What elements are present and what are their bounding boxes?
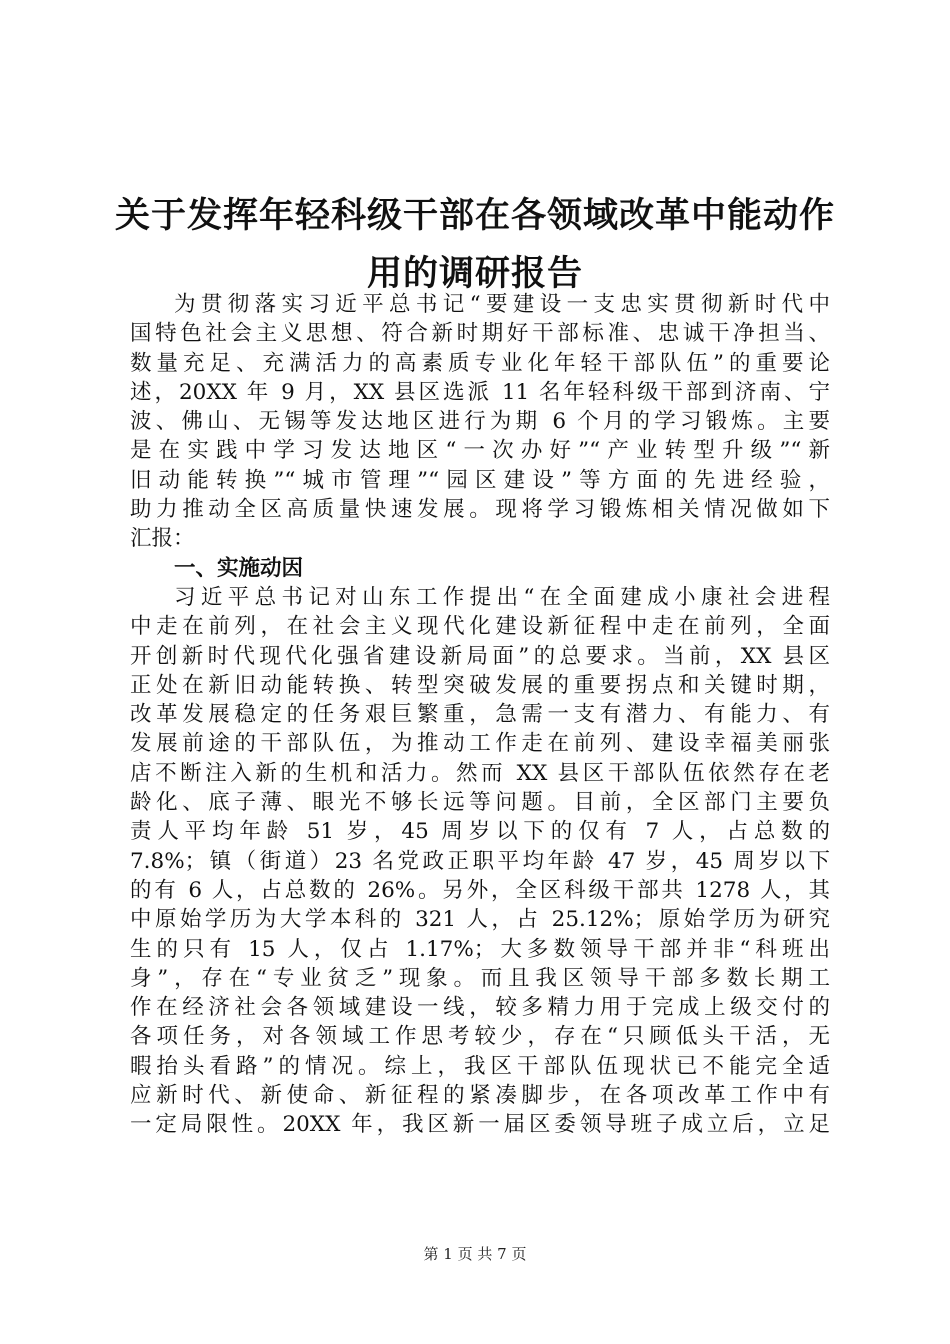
body-line: 发展前途的干部队伍，为推动工作走在前列、建设幸福美丽张 [130,731,830,757]
body-line: 述，20XX 年 9 月，XX 县区选派 11 名年轻科级干部到济南、宁 [130,379,830,405]
body-line: 波、佛山、无锡等发达地区进行为期 6 个月的学习锻炼。主要 [130,409,830,435]
body-line: 中走在前列，在社会主义现代化建设新征程中走在前列，全面 [130,614,830,640]
body-line: 数量充足、充满活力的高素质专业化年轻干部队伍”的重要论 [130,350,830,376]
body-line: 国特色社会主义思想、符合新时期好干部标准、忠诚干净担当、 [130,321,830,347]
body-line: 中原始学历为大学本科的 321 人，占 25.12%；原始学历为研究 [130,907,830,933]
document-title-line-2: 用的调研报告 [366,254,583,294]
body-line: 责人平均年龄 51 岁，45 周岁以下的仅有 7 人，占总数的 [130,819,830,845]
body-line: 为贯彻落实习近平总书记“要建设一支忠实贯彻新时代中 [174,292,830,317]
body-line: 助力推动全区高质量快速发展。现将学习锻炼相关情况做如下 [130,497,830,523]
document-title-line-1: 关于发挥年轻科级干部在各领域改革中能动作 [114,196,835,236]
body-line: 生的只有 15 人，仅占 1.17%；大多数领导干部并非“科班出 [130,936,830,962]
body-line: 旧动能转换”“城市管理”“园区建设”等方面的先进经验， [130,467,830,493]
body-line: 汇报： [130,526,195,552]
document-body [130,290,830,1140]
body-line: 习近平总书记对山东工作提出“在全面建成小康社会进程 [174,584,830,610]
body-line: 龄化、底子薄、眼光不够长远等问题。目前，全区部门主要负 [130,790,830,816]
body-line: 应新时代、新使命、新征程的紧凑脚步，在各项改革工作中有 [130,1083,830,1109]
body-line: 身”，存在“专业贫乏”现象。而且我区领导干部多数长期工 [130,965,830,991]
page-number-footer: 第 1 页 共 7 页 [423,1245,527,1263]
body-line: 各项任务，对各领域工作思考较少，存在“只顾低头干活，无 [130,1024,830,1050]
body-line: 改革发展稳定的任务艰巨繁重，急需一支有潜力、有能力、有 [130,702,830,728]
body-line: 开创新时代现代化强省建设新局面”的总要求。当前，XX 县区 [130,643,830,669]
body-line: 是在实践中学习发达地区“一次办好”“产业转型升级”“新 [130,438,830,464]
body-line: 一定局限性。20XX 年，我区新一届区委领导班子成立后，立足 [130,1112,830,1138]
body-line: 暇抬头看路”的情况。综上，我区干部队伍现状已不能完全适 [130,1053,830,1079]
section-heading: 一、实施动因 [174,555,304,581]
body-line: 正处在新旧动能转换、转型突破发展的重要拐点和关键时期， [130,672,830,698]
body-line: 7.8%；镇（街道）23 名党政正职平均年龄 47 岁，45 周岁以下 [130,848,830,874]
body-line: 作在经济社会各领域建设一线，较多精力用于完成上级交付的 [130,995,830,1021]
body-line: 的有 6 人，占总数的 26%。另外，全区科级干部共 1278 人，其 [130,877,830,903]
body-line: 店不断注入新的生机和活力。然而 XX 县区干部队伍依然存在老 [130,760,830,786]
